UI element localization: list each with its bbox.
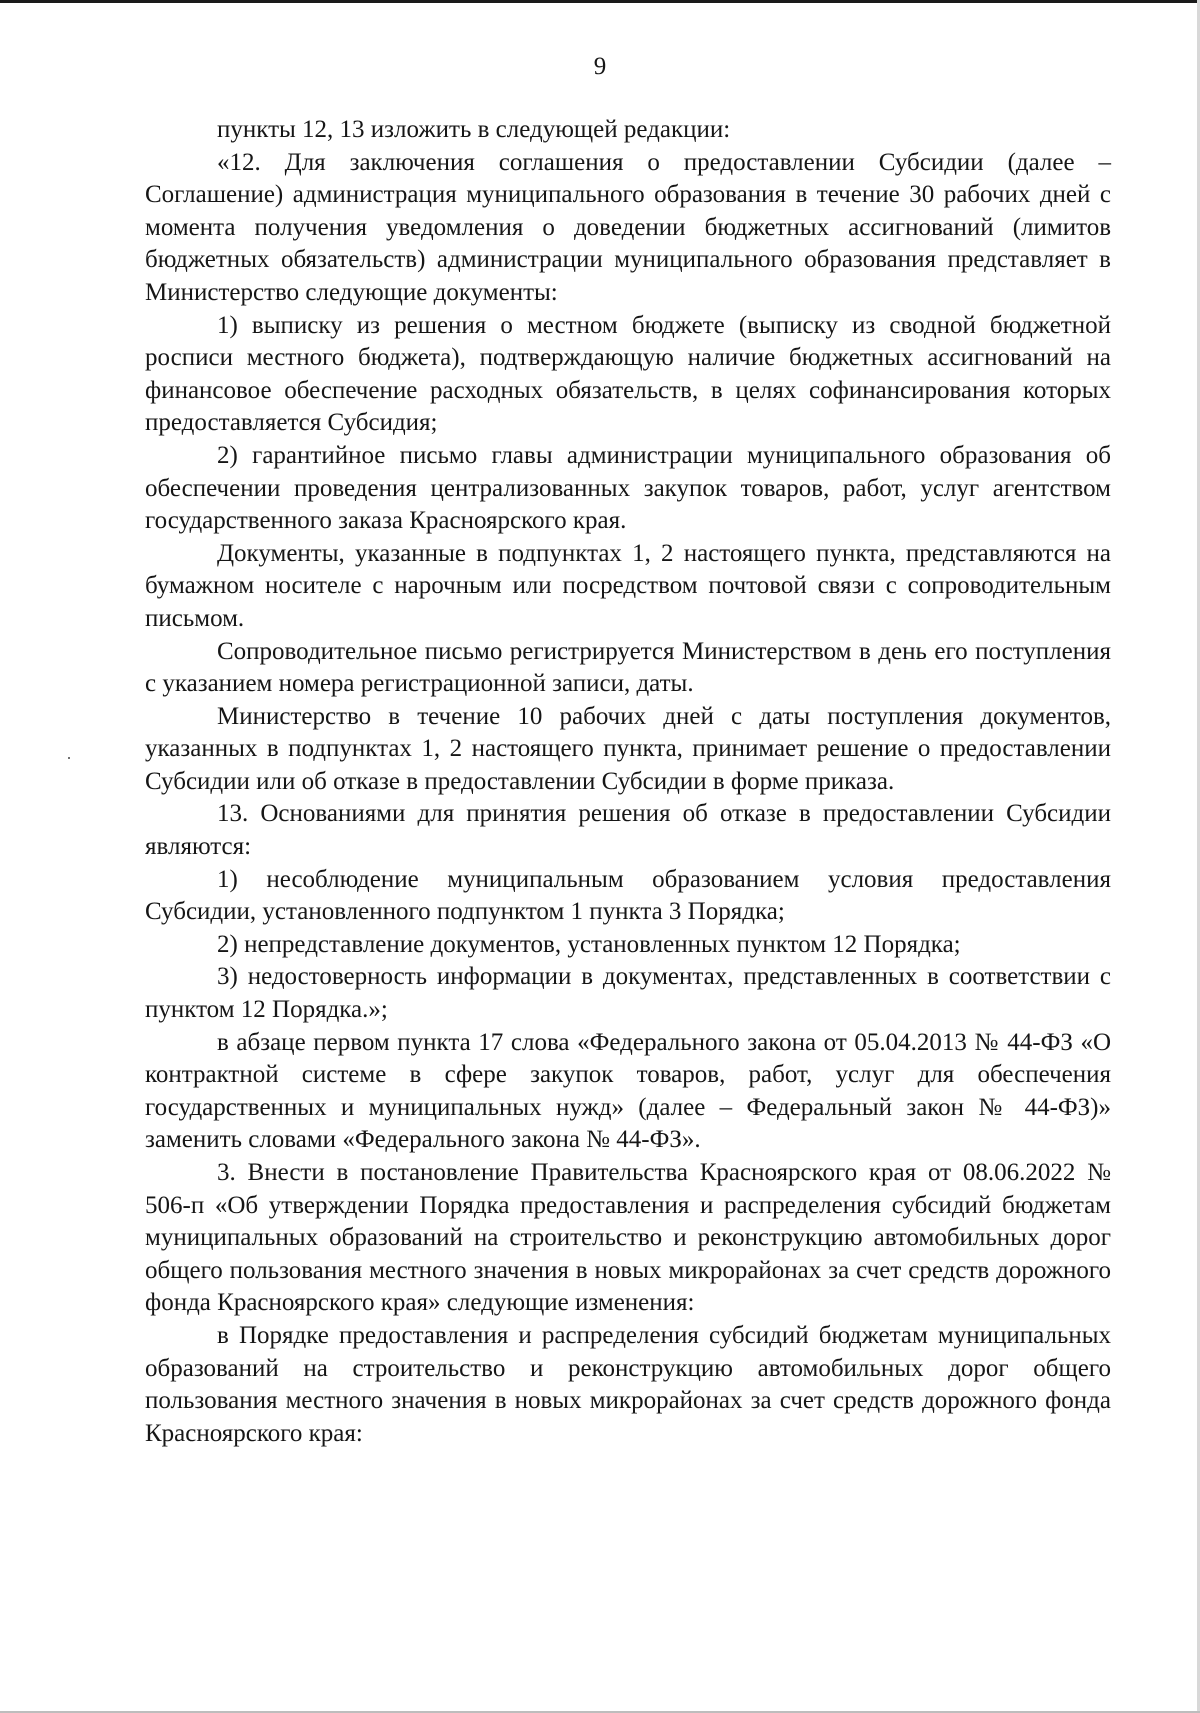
paragraph-item-12: «12. Для заключения соглашения о предоставлении Субсидии (далее – Соглашение) администрация муниципального образования в течение 30 рабочих дней с момента получения уведомления о доведении бюджетных ассигнований (лимитов бюджетных обязательств) администрации муниципального образования представляет в Министерство следующие документы:: [145, 148, 1111, 306]
paragraph-procedure: в Порядке предоставления и распределения субсидий бюджетам муниципальных образований на строительство и реконструкцию автомобильных дорог общего пользования местного значения в новых микрорайонах за счет средств дорожного фонда Красноярского края:: [145, 1321, 1111, 1447]
paragraph-subitem-1: 1) выписку из решения о местном бюджете (выписку из сводной бюджетной росписи местного бюджета), подтверждающую наличие бюджетных ассигнований на финансовое обеспечение расходных обязательств, в целях софинансирования которых предоставляется Субсидия;: [145, 311, 1111, 437]
paragraph-item-17: в абзаце первом пункта 17 слова «Федерального закона от 05.04.2013 № 44-ФЗ «О контрактной системе в сфере закупок товаров, работ, услуг для обеспечения государственных и муниципальных нужд» (далее – Федеральный закон № 44-ФЗ)» заменить словами «Федерального закона № 44-ФЗ».: [145, 1028, 1111, 1154]
paragraph-amendment-3: 3. Внести в постановление Правительства Красноярского края от 08.06.2022 № 506-п «Об утверждении Порядка предоставления и распределения субсидий бюджетам муниципальных образований на строительство и реконструкцию автомобильных дорог общего пользования местного значения в новых микрорайонах за счет средств дорожного фонда Красноярского края» следующие изменения:: [145, 1159, 1111, 1317]
scan-speck: [68, 757, 70, 759]
paragraph-documents: Документы, указанные в подпунктах 1, 2 настоящего пункта, представляются на бумажном носителе с нарочным или посредством почтовой связи с сопроводительным письмом.: [145, 539, 1111, 632]
paragraph-cover-letter: Сопроводительное письмо регистрируется Министерством в день его поступления с указанием номера регистрационной записи, даты.: [145, 637, 1111, 698]
page-number: 9: [593, 53, 607, 80]
scan-top-edge: [0, 0, 1200, 3]
paragraph-ground-1: 1) несоблюдение муниципальным образованием условия предоставления Субсидии, установленного подпунктом 1 пункта 3 Порядка;: [145, 865, 1111, 926]
paragraph-ministry-decision: Министерство в течение 10 рабочих дней с даты поступления документов, указанных в подпунктах 1, 2 настоящего пункта, принимает решение о предоставлении Субсидии или об отказе в предоставлении Субсидии в форме приказа.: [145, 702, 1111, 795]
paragraph-subitem-2: 2) гарантийное письмо главы администрации муниципального образования об обеспечении проведения централизованных закупок товаров, работ, услуг агентством государственного заказа Красноярского края.: [145, 441, 1111, 535]
paragraph-intro: пункты 12, 13 изложить в следующей редакции:: [217, 116, 731, 143]
paragraph-ground-2: 2) непредставление документов, установленных пунктом 12 Порядка;: [217, 930, 961, 958]
paragraph-item-13: 13. Основаниями для принятия решения об отказе в предоставлении Субсидии являются:: [145, 800, 1111, 861]
paragraph-ground-3: 3) недостоверность информации в документах, представленных в соответствии с пунктом 12 Порядка.»;: [145, 963, 1111, 1024]
document-body: [145, 114, 1111, 1450]
